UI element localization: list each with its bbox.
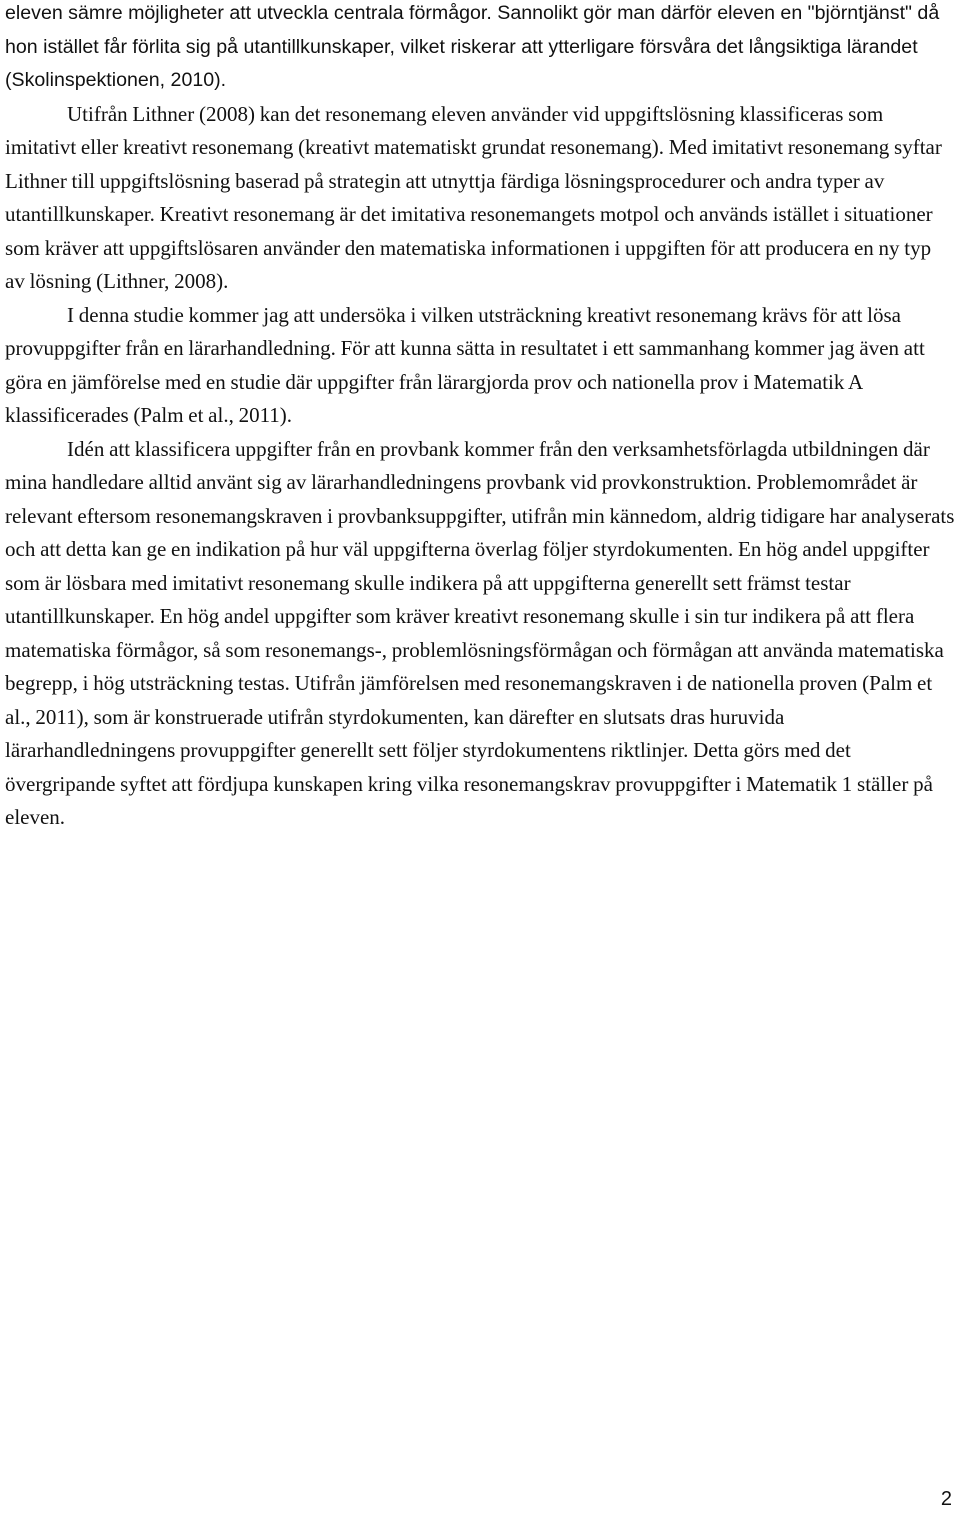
page-number: 2	[940, 1488, 952, 1510]
paragraph-continuation: eleven sämre möjligheter att utveckla centrala förmågor. Sannolikt gör man därför eleven en "björntjänst" då hon istället får förlita sig på utantillkunskaper, vilket riskerar att ytterligare försvåra det långsiktiga lärandet (Skolinspektionen, 2010).	[5, 2, 940, 91]
paragraph-study-aim: I denna studie kommer jag att undersöka i vilken utsträckning kreativt resonemang krävs för att lösa provuppgifter från en lärarhandledning. För att kunna sätta in resultatet i ett sammanhang kommer jag även att göra en jämförelse med en studie där uppgifter från lärargjorda prov och nationella prov i Matematik A klassificerades (Palm et al., 2011).	[5, 302, 925, 427]
paragraph-problem-area: Idén att klassificera uppgifter från en provbank kommer från den verksamhetsförlagda utbildningen där mina handledare alltid använt sig av lärarhandledningens provbank vid provkonstruktion. Problemområdet är relevant eftersom resonemangskraven i provbanksuppgifter, utifrån min kännedom, aldrig tidigare har analyserats och att detta kan ge en indikation på hur väl uppgifterna överlag följer styrdokumenten. En hög andel uppgifter som är lösbara med imitativt resonemang skulle indikera på att uppgifterna generellt sett främst testar utantillkunskaper. En hög andel uppgifter som kräver kreativt resonemang skulle i sin tur indikera på att flera matematiska förmågor, så som resonemangs-, problemlösningsförmågan och förmågan att använda matematiska begrepp, i hög utsträckning testas. Utifrån jämförelsen med resonemangskraven i de nationella proven (Palm et al., 2011), som är konstruerade utifrån styrdokumenten, kan därefter en slutsats dras huruvida lärarhandledningens provuppgifter generellt sett följer styrdokumentens riktlinjer. Detta görs med det övergripande syftet att fördjupa kunskapen kring vilka resonemangskrav provuppgifter i Matematik 1 ställer på eleven.	[5, 436, 955, 829]
document-page	[5, 0, 955, 835]
paragraph-lithner-reasoning: Utifrån Lithner (2008) kan det resonemang eleven använder vid uppgiftslösning klassificeras som imitativt eller kreativt resonemang (kreativt matematiskt grundat resonemang). Med imitativt resonemang syftar Lithner till uppgiftslösning baserad på strategin att utnyttja färdiga lösningsprocedurer och andra typer av utantillkunskaper. Kreativt resonemang är det imitativa resonemangets motpol och används istället i situationer som kräver att uppgiftslösaren använder den matematiska informationen i uppgiften för att producera en ny typ av lösning (Lithner, 2008).	[5, 101, 942, 293]
